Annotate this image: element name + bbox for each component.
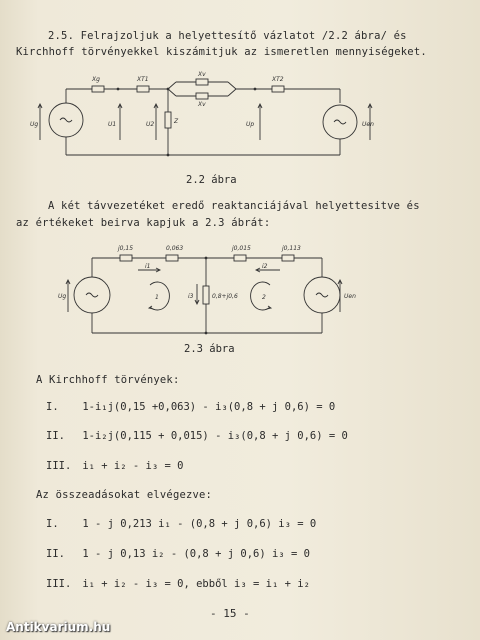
label-0063: 0,063 — [166, 245, 184, 252]
kirchhoff-heading: A Kirchhoff törvények: — [36, 374, 180, 386]
label-i3: i3 — [188, 293, 194, 300]
label-i2: i2 — [262, 263, 268, 270]
middle-line-2: az értékeket beirva kapjuk a 2.3 ábrát: — [16, 217, 271, 229]
label-impedance: 0,8+j0,6 — [212, 293, 238, 300]
kirchhoff-eq-3 — [46, 460, 183, 472]
eq-text: i₁ + i₂ - i₃ = 0 — [82, 460, 184, 472]
eq-text: i₁ + i₂ - i₃ = 0, ebből i₃ = i₁ + i₂ — [82, 578, 310, 590]
kirchhoff-eq-1 — [46, 401, 335, 413]
label-xt1: XT1 — [137, 76, 149, 83]
label-i1: i1 — [145, 263, 151, 270]
eq-text: 1-i₂j(0,115 + 0,015) - i₃(0,8 + j 0,6) = 0 — [82, 430, 348, 442]
intro-line-2: Kirchhoff törvényekkel kiszámitjuk az ismeretlen mennyiségeket. — [16, 46, 427, 58]
eq-number: I. — [46, 401, 59, 413]
label-u2: U2 — [146, 121, 155, 128]
label-xv-bottom: Xv — [198, 101, 206, 108]
label-up: Up — [246, 121, 255, 128]
label-uen-2: Uen — [344, 293, 356, 300]
watermark-logo: Antikvarium.hu — [6, 620, 111, 634]
summed-eq-1 — [46, 518, 316, 530]
eq-number: II. — [46, 548, 65, 560]
figure-2-3-caption: 2.3 ábra — [184, 343, 235, 355]
eq-text: 1-i₁j(0,15 +0,063) - i₃(0,8 + j 0,6) = 0 — [82, 401, 336, 413]
summed-heading: Az összeadásokat elvégezve: — [36, 489, 213, 501]
label-xt2: XT2 — [272, 76, 284, 83]
label-ug: Ug — [30, 121, 39, 128]
label-j0113: j0,113 — [282, 245, 301, 252]
label-u1: U1 — [108, 121, 117, 128]
page-number: - 15 - — [210, 607, 250, 620]
eq-text: 1 - j 0,13 i₂ - (0,8 + j 0,6) i₃ = 0 — [82, 548, 310, 560]
summed-eq-3 — [46, 578, 310, 590]
label-xv-top: Xv — [198, 71, 206, 78]
figure-2-2-caption: 2.2 ábra — [186, 174, 237, 186]
label-xg: Xg — [92, 76, 100, 83]
label-uen: Uen — [362, 121, 374, 128]
eq-number: III. — [46, 460, 72, 472]
summed-eq-2 — [46, 548, 310, 560]
eq-number: II. — [46, 430, 65, 442]
eq-text: 1 - j 0,213 i₁ - (0,8 + j 0,6) i₃ = 0 — [82, 518, 317, 530]
intro-line-1: 2.5. Felrajzoljuk a helyettesítő vázlatot /2.2 ábra/ és — [48, 30, 407, 42]
label-j0015: j0,015 — [232, 245, 251, 252]
eq-number: III. — [46, 578, 72, 590]
eq-number: I. — [46, 518, 59, 530]
label-j015: j0,15 — [118, 245, 134, 252]
kirchhoff-eq-2 — [46, 430, 348, 442]
label-ug-2: Ug — [58, 293, 67, 300]
label-loop-1: 1 — [155, 294, 159, 301]
middle-line-1: A két távvezetéket eredő reaktanciájával helyettesitve és — [48, 200, 420, 212]
label-z: Z — [174, 118, 179, 125]
label-loop-2: 2 — [262, 294, 266, 301]
